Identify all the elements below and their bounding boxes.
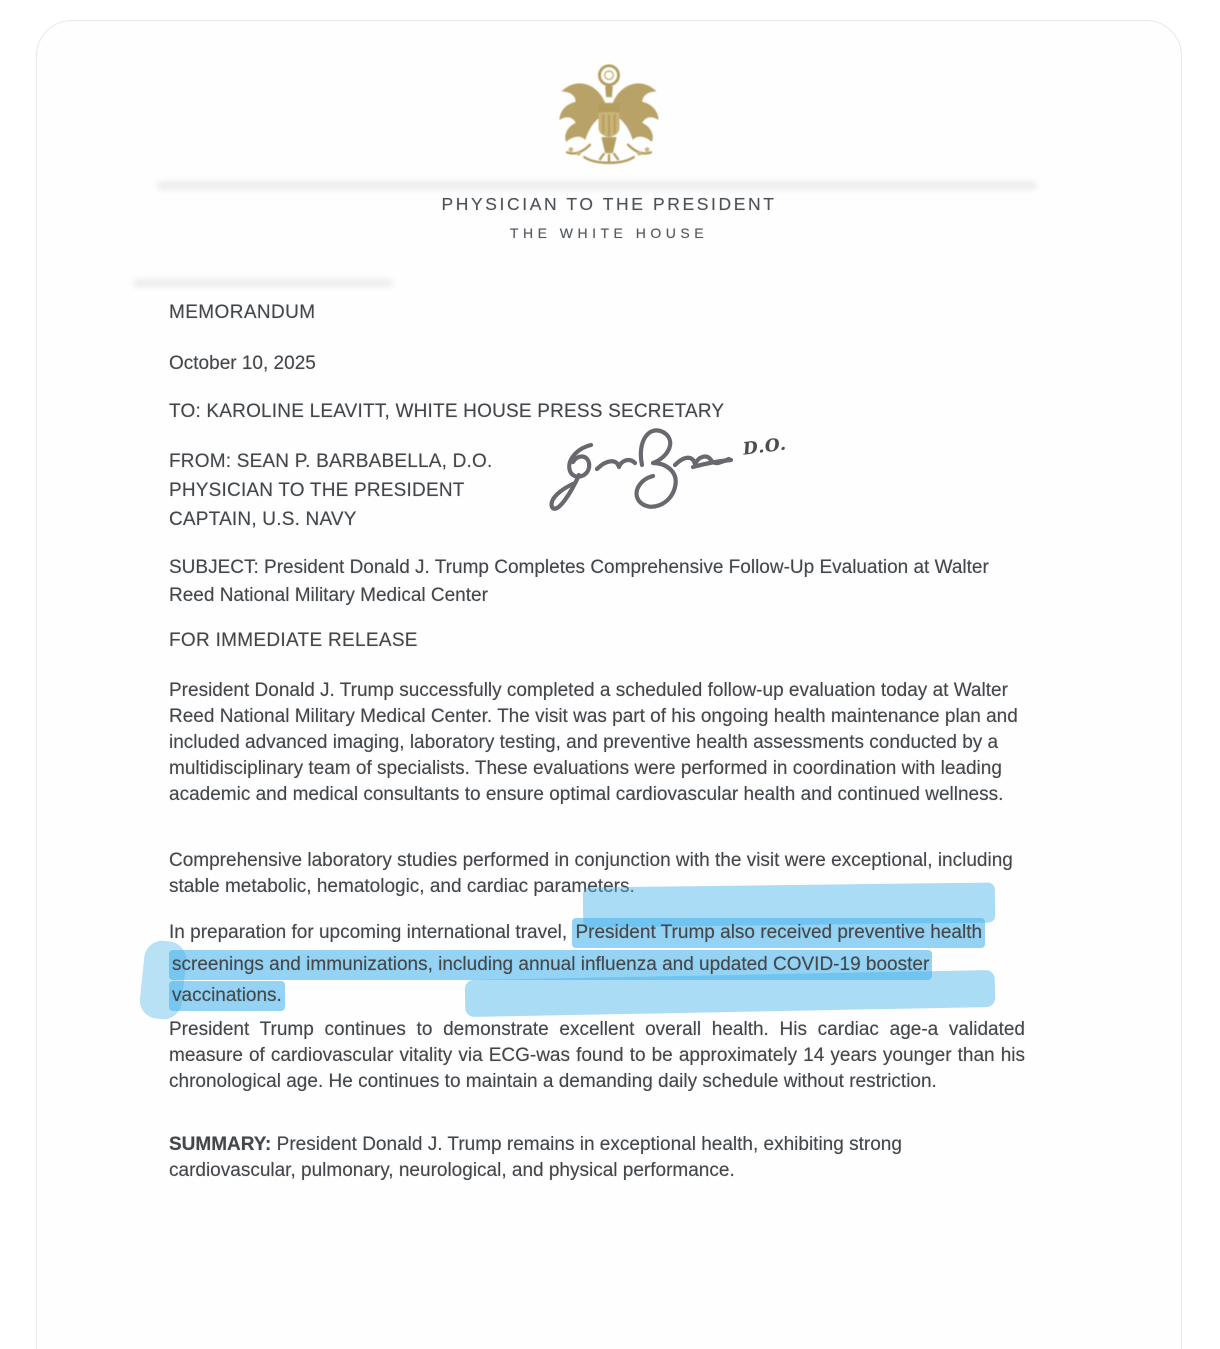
paragraph-cardiac-age: President Trump continues to demonstrate excellent overall health. His cardiac age-a validated measure of cardiovascular vitality via ECG-was found to be approximately 14 years younger than his chronological age. He continues to maintain a demanding daily schedule without restriction.	[169, 1019, 1025, 1092]
summary-text: President Donald J. Trump remains in exceptional health, exhibiting strong cardiovascular, pulmonary, neurological, and physical performance.	[169, 1134, 902, 1181]
signature-degree-annotation: D.O.	[741, 434, 788, 460]
memo-to-line: TO: KAROLINE LEAVITT, WHITE HOUSE PRESS SECRETARY	[169, 401, 725, 422]
paragraph-lab-studies: Comprehensive laboratory studies performed in conjunction with the visit were exceptional, including stable metabolic, hematologic, and cardiac parameters.	[169, 850, 1013, 897]
signature-image	[545, 419, 735, 539]
from-line-3: CAPTAIN, U.S. NAVY	[169, 509, 357, 530]
from-line-1: FROM: SEAN P. BARBABELLA, D.O.	[169, 451, 493, 472]
letterhead-subtitle: THE WHITE HOUSE	[509, 225, 709, 241]
from-line-2: PHYSICIAN TO THE PRESIDENT	[169, 480, 465, 501]
paragraph-immunizations-normal: In preparation for upcoming international travel,	[169, 922, 573, 943]
memo-subject: SUBJECT: President Donald J. Trump Completes Comprehensive Follow-Up Evaluation at Walter Reed National Military Medical Center	[169, 557, 989, 606]
scan-artifact	[133, 279, 393, 287]
summary-label: SUMMARY:	[169, 1134, 272, 1155]
document-card	[36, 20, 1182, 1349]
paragraph-summary	[169, 1132, 1025, 1184]
memo-date: October 10, 2025	[169, 353, 316, 374]
paragraph-evaluation: President Donald J. Trump successfully completed a scheduled follow-up evaluation today at Walter Reed National Military Medical Center. The visit was part of his ongoing health maintenance plan and included advanced imaging, laboratory testing, and preventive health assessments conducted by a multidisciplinary team of specialists. These evaluations were performed in coordination with leading academic and medical consultants to ensure optimal cardiovascular health and continued wellness.	[169, 680, 1018, 805]
signature-block	[545, 419, 788, 544]
presidential-seal-icon	[37, 61, 1181, 179]
letterhead-title: PHYSICIAN TO THE PRESIDENT	[441, 194, 777, 214]
highlighted-text: President Trump also received preventive health screenings and immunizations, including annual influenza and updated COVID-19 booster vaccinations.	[169, 918, 985, 1011]
paragraph-immunizations	[169, 917, 1025, 1012]
memo-release-line: FOR IMMEDIATE RELEASE	[169, 630, 418, 651]
scan-artifact	[157, 181, 1037, 190]
memo-doc-type: MEMORANDUM	[169, 302, 316, 323]
